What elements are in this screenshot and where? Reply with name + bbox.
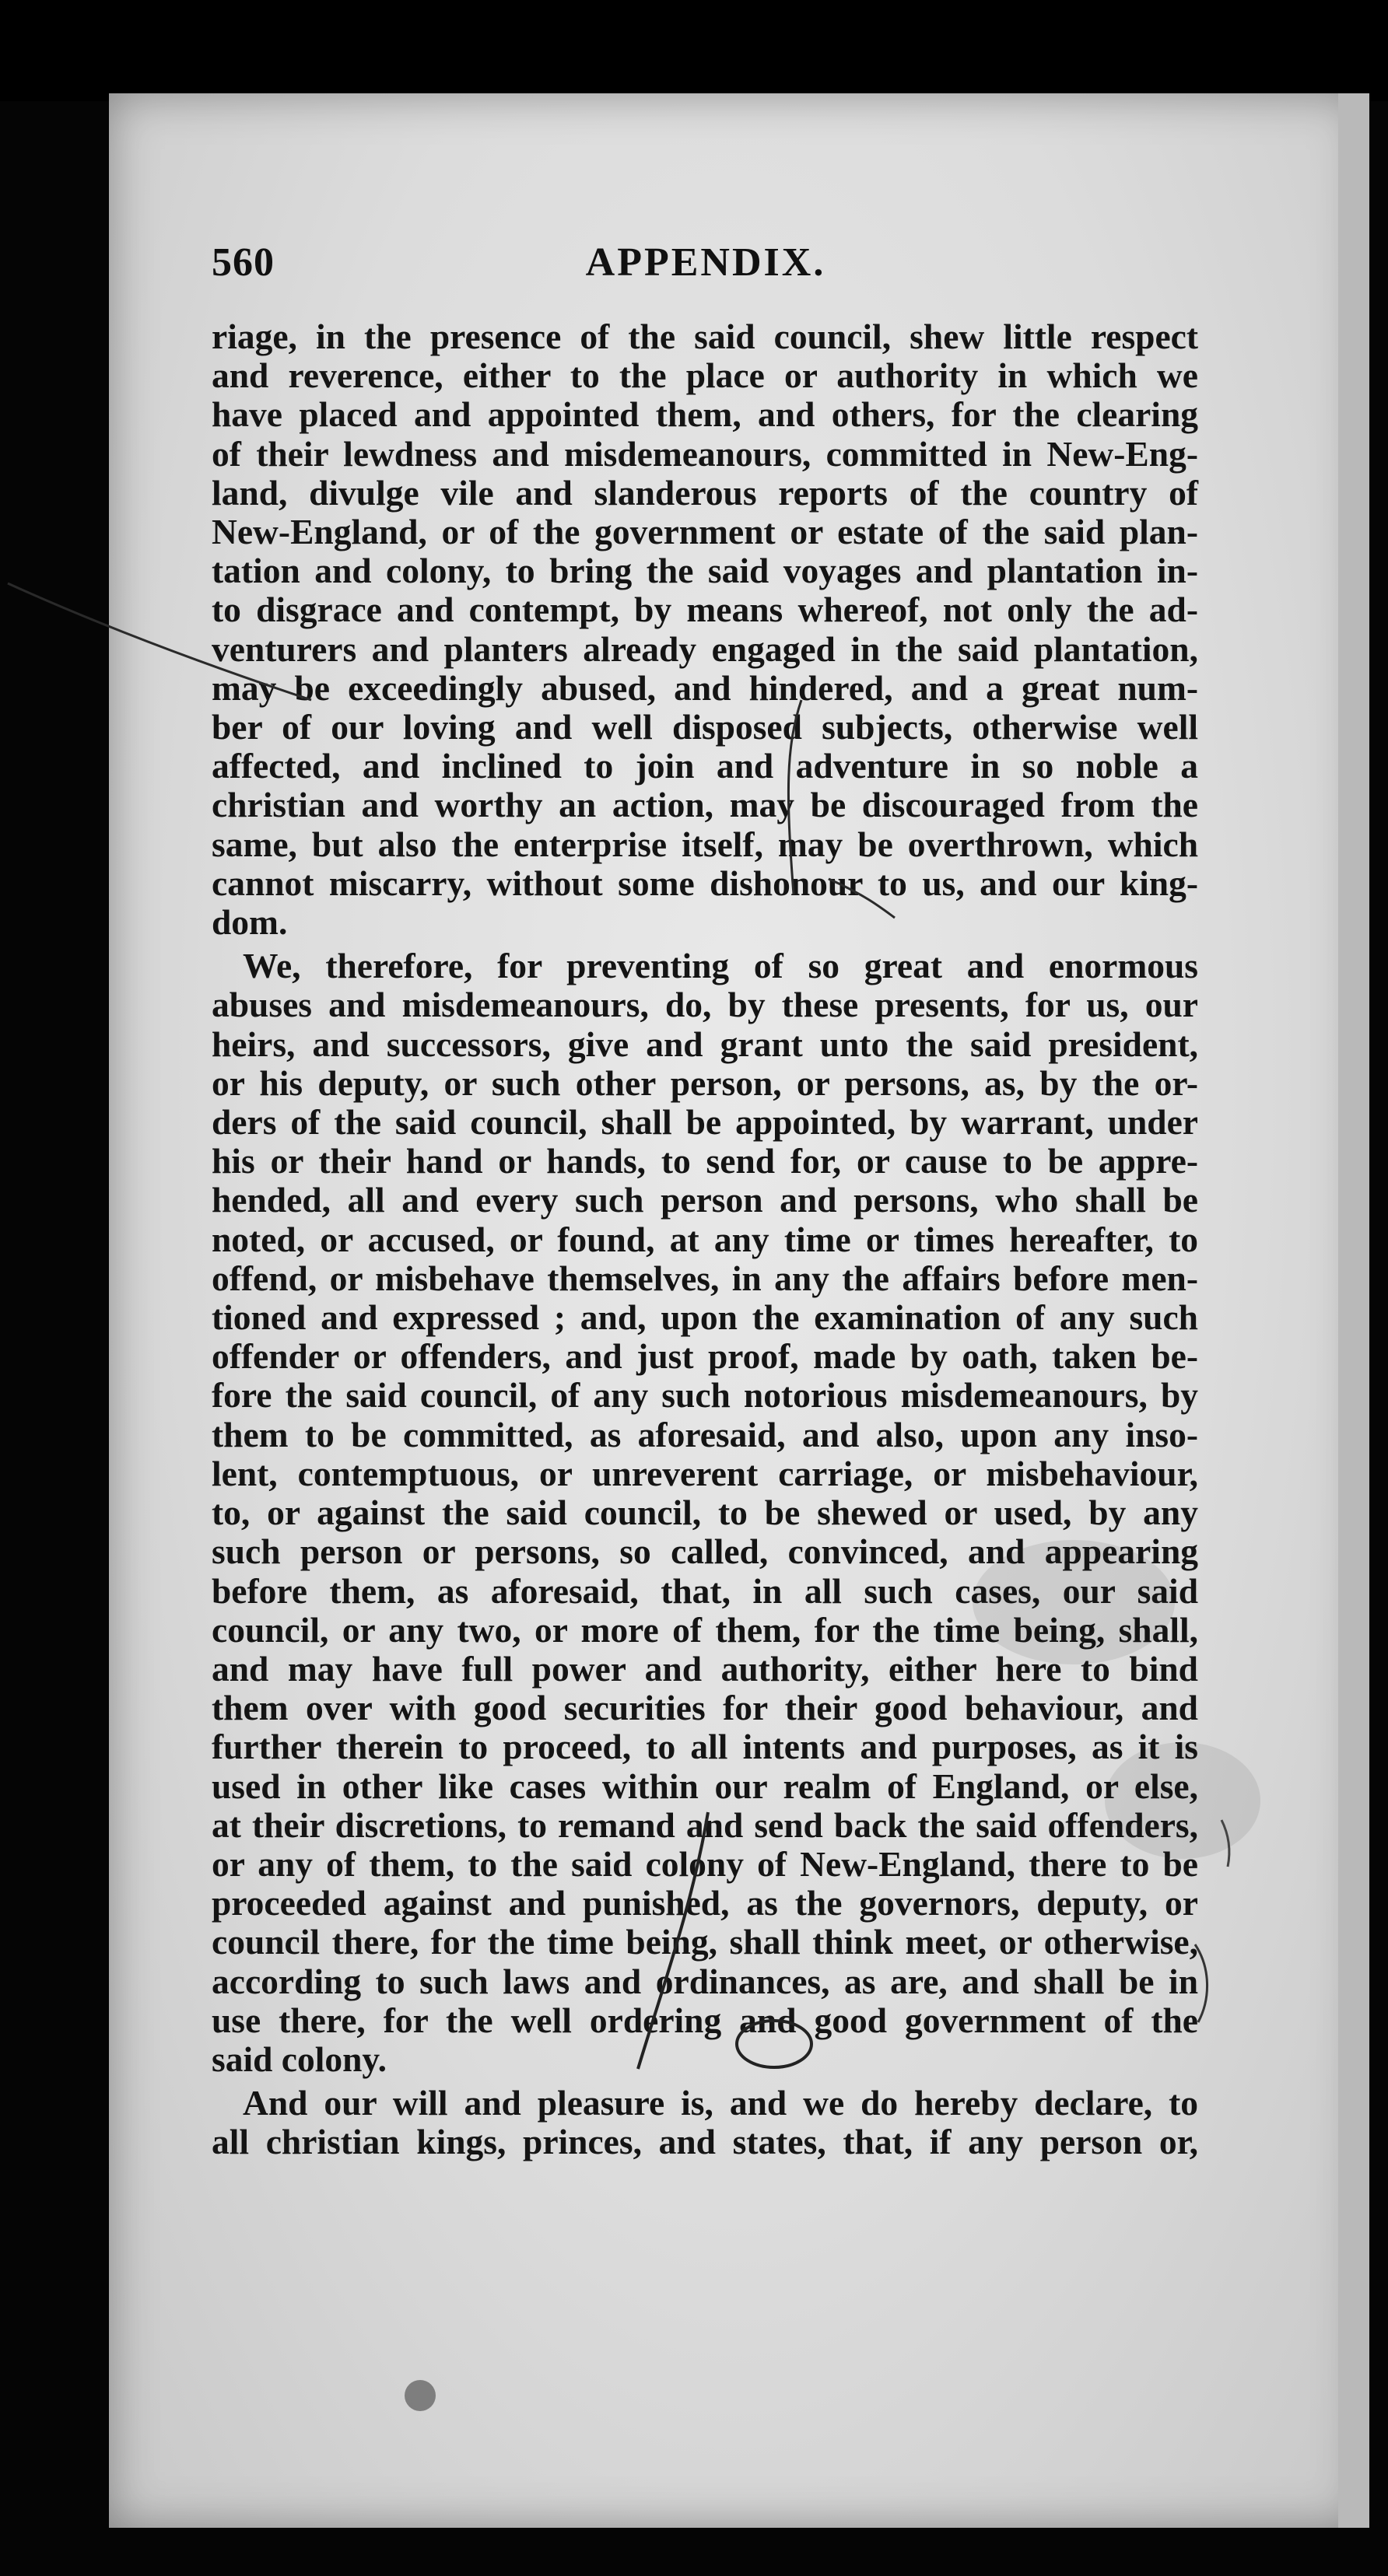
text-line: before them, as aforesaid, that, in all such cases, our said <box>212 1570 1198 1611</box>
text-line: offend, or misbehave themselves, in any the affairs before men- <box>212 1258 1198 1298</box>
text-line: same, but also the enterprise itself, may be overthrown, which <box>212 824 1198 864</box>
body-text <box>212 317 1198 2162</box>
text-line: ders of the said council, shall be appointed, by warrant, under <box>212 1102 1198 1143</box>
text-line: or any of them, to the said colony of New-England, there to be <box>212 1843 1198 1884</box>
text-line: further therein to proceed, to all intents and purposes, as it is <box>212 1727 1198 1767</box>
text-line: ber of our loving and well disposed subjects, otherwise well <box>212 707 1198 747</box>
text-line: tioned and expressed ; and, upon the examination of any such <box>212 1297 1198 1338</box>
text-line: them to be committed, as aforesaid, and also, upon any inso- <box>212 1414 1198 1454</box>
text-line: And our will and pleasure is, and we do hereby declare, to <box>243 2083 1198 2123</box>
text-line: to disgrace and contempt, by means whereof, not only the ad- <box>212 590 1198 630</box>
text-line: according to such laws and ordinances, as are, and shall be in <box>212 1961 1198 2001</box>
scan-border <box>0 0 1388 101</box>
text-line: or his deputy, or such other person, or persons, as, by the or- <box>212 1062 1198 1103</box>
text-line: hended, all and every such person and persons, who shall be <box>212 1180 1198 1220</box>
text-line: such person or persons, so called, convinced, and appearing <box>212 1531 1198 1572</box>
text-line: affected, and inclined to join and adventure in so noble a <box>212 746 1198 786</box>
text-line: use there, for the well ordering and good government of the <box>212 2000 1198 2040</box>
page-edge <box>1338 93 1369 2528</box>
text-line: to, or against the said council, to be shewed or used, by any <box>212 1493 1198 1533</box>
text-line: We, therefore, for preventing of so great and enormous <box>243 946 1198 986</box>
text-line: used in other like cases within our realm of England, or else, <box>212 1766 1198 1806</box>
text-line: fore the said council, of any such notorious misdemeanours, by <box>212 1375 1198 1416</box>
text-line: lent, contemptuous, or unreverent carriage, or misbehaviour, <box>212 1453 1198 1493</box>
text-line: heirs, and successors, give and grant unto the said president, <box>212 1024 1198 1064</box>
text-line: council, or any two, or more of them, for the time being, shall, <box>212 1609 1198 1650</box>
text-line: proceeded against and punished, as the governors, deputy, or <box>212 1883 1198 1923</box>
text-line: cannot miscarry, without some dishonour to us, and our king- <box>212 863 1198 903</box>
page-header <box>212 240 1200 302</box>
page-number: 560 <box>212 240 275 285</box>
text-line: New-England, or of the government or estate of the said plan- <box>212 512 1198 552</box>
text-line: christian and worthy an action, may be discouraged from the <box>212 785 1198 825</box>
text-line: at their discretions, to remand and send back the said offenders, <box>212 1804 1198 1845</box>
text-line: of their lewdness and misdemeanours, committed in New-Eng- <box>212 433 1198 474</box>
text-line: have placed and appointed them, and others, for the clearing <box>212 394 1198 435</box>
text-line: said colony. <box>212 2039 387 2079</box>
text-line: riage, in the presence of the said council, shew little respect <box>212 317 1198 356</box>
paragraph <box>212 947 1198 2079</box>
running-head: APPENDIX. <box>585 240 826 285</box>
scan-smudge <box>405 2380 436 2411</box>
text-line: venturers and planters already engaged in the said plantation, <box>212 628 1198 669</box>
text-line: all christian kings, princes, and states, that, if any person or, <box>212 2122 1198 2162</box>
text-line: may be exceedingly abused, and hindered, and a great num- <box>212 667 1198 708</box>
text-line: noted, or accused, or found, at any time or times hereafter, to <box>212 1219 1198 1259</box>
paragraph <box>212 2084 1198 2161</box>
text-line: his or their hand or hands, to send for, or cause to be appre- <box>212 1141 1198 1181</box>
text-line: offender or offenders, and just proof, made by oath, taken be- <box>212 1336 1198 1377</box>
text-line: council there, for the time being, shall think meet, or otherwise, <box>212 1922 1198 1962</box>
text-line: tation and colony, to bring the said voyages and plantation in- <box>212 551 1198 591</box>
paragraph <box>212 317 1198 942</box>
text-line: and reverence, either to the place or authority in which we <box>212 355 1198 396</box>
text-line: dom. <box>212 902 288 943</box>
text-line: them over with good securities for their good behaviour, and <box>212 1688 1198 1728</box>
text-line: land, divulge vile and slanderous reports of the country of <box>212 472 1198 513</box>
text-line: abuses and misdemeanours, do, by these presents, for us, our <box>212 985 1198 1025</box>
text-line: and may have full power and authority, either here to bind <box>212 1648 1198 1689</box>
